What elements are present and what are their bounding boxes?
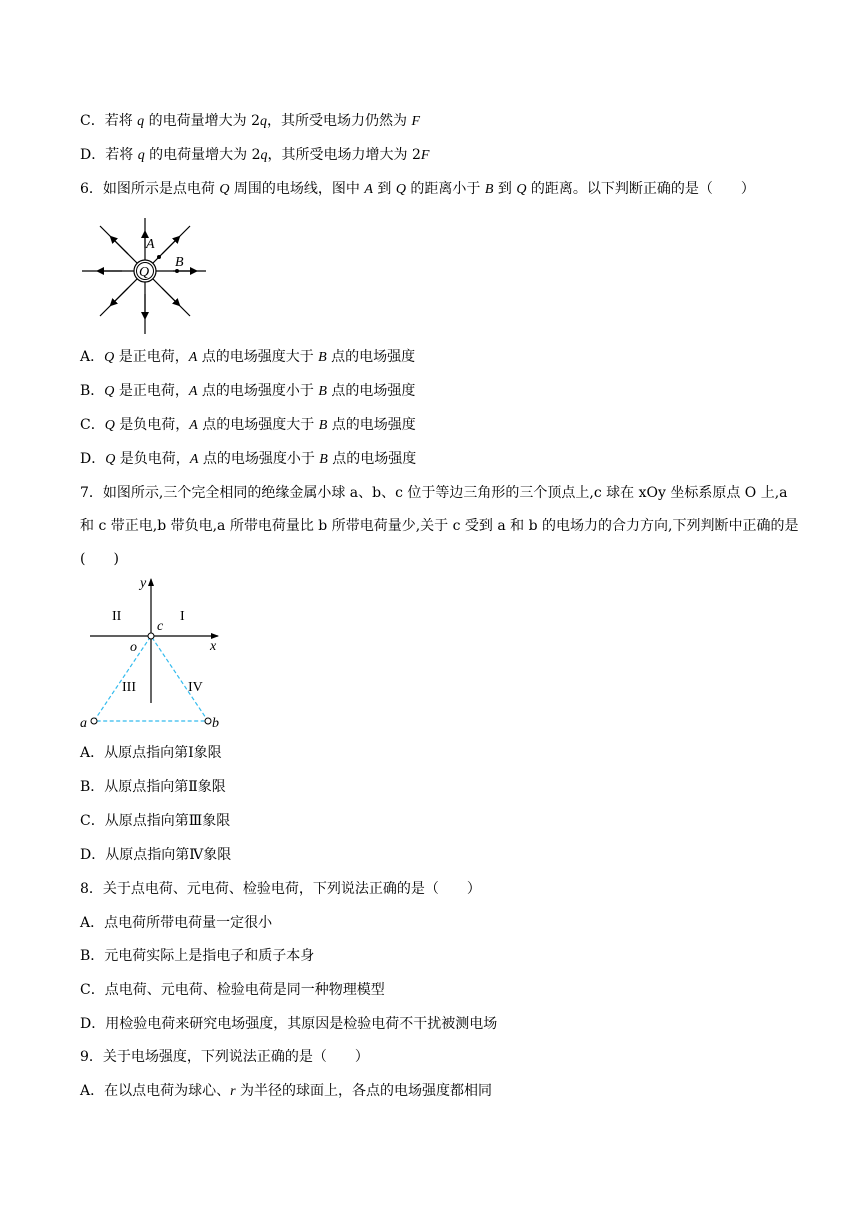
point-a bbox=[157, 255, 161, 259]
q6-option-a: A．Q 是正电荷，A 点的电场强度大于 B 点的电场强度 bbox=[80, 349, 416, 365]
label-quadrant-1: I bbox=[180, 609, 185, 624]
label-x: x bbox=[210, 639, 217, 654]
ball-a bbox=[91, 718, 97, 724]
q8-option-a: A．点电荷所带电荷量一定很小 bbox=[80, 915, 273, 931]
label-o: o bbox=[130, 640, 137, 655]
q6-option-d: D．Q 是负电荷，A 点的电场强度小于 B 点的电场强度 bbox=[80, 451, 417, 467]
q6-field-lines-figure bbox=[78, 218, 214, 336]
q5-option-c: C．若将 q 的电荷量增大为 2q，其所受电场力仍然为 F bbox=[80, 113, 420, 129]
q7-option-d: D．从原点指向第Ⅳ象限 bbox=[80, 847, 232, 863]
q8-stem: 8．关于点电荷、元电荷、检验电荷，下列说法正确的是（ ） bbox=[80, 881, 481, 897]
q9-option-a: A．在以点电荷为球心、r 为半径的球面上，各点的电场强度都相同 bbox=[80, 1083, 493, 1099]
q8-option-c: C．点电荷、元电荷、检验电荷是同一种物理模型 bbox=[80, 982, 385, 998]
q8-option-b: B．元电荷实际上是指电子和质子本身 bbox=[80, 948, 315, 964]
ball-c bbox=[148, 633, 154, 639]
label-a: a bbox=[80, 716, 87, 730]
label-quadrant-3: III bbox=[122, 680, 136, 695]
q7-option-b: B．从原点指向第Ⅱ象限 bbox=[80, 779, 226, 795]
q9-stem: 9．关于电场强度，下列说法正确的是（ ） bbox=[80, 1049, 369, 1065]
label-b: B bbox=[175, 255, 184, 270]
label-quadrant-2: II bbox=[112, 609, 122, 624]
label-q: Q bbox=[139, 265, 150, 280]
q8-option-d: D．用检验电荷来研究电场强度，其原因是检验电荷不干扰被测电场 bbox=[80, 1016, 498, 1032]
q7-option-a: A．从原点指向第Ⅰ象限 bbox=[80, 745, 222, 761]
label-a: A bbox=[146, 237, 155, 252]
label-y: y bbox=[140, 576, 147, 591]
q7-option-c: C．从原点指向第Ⅲ象限 bbox=[80, 813, 231, 829]
q6-stem: 6．如图所示是点电荷 Q 周围的电场线，图中 A 到 Q 的距离小于 B 到 Q 的距离。以下判断正确的是（ ） bbox=[80, 181, 755, 197]
label-b: b bbox=[212, 716, 219, 730]
q7-stem: 7．如图所示,三个完全相同的绝缘金属小球 a、b、c 位于等边三角形的三个顶点上,c 球在 xOy 坐标系原点 O 上,a 和 c 带正电,b 带负电,a 所带电荷量比 b 所带电荷量少,关于 c 受到 a 和 b 的电场力的合力方向,下列判断中正确的是( ) bbox=[80, 485, 799, 567]
ball-b bbox=[205, 718, 211, 724]
q6-option-c: C．Q 是负电荷，A 点的电场强度大于 B 点的电场强度 bbox=[80, 417, 416, 433]
q6-option-b: B．Q 是正电荷，A 点的电场强度小于 B 点的电场强度 bbox=[80, 383, 416, 399]
q5-option-d: D．若将 q 的电荷量增大为 2q，其所受电场力增大为 2F bbox=[80, 147, 430, 163]
label-c: c bbox=[157, 619, 164, 634]
label-quadrant-4: IV bbox=[188, 680, 203, 695]
q7-coordinate-figure bbox=[78, 575, 228, 730]
